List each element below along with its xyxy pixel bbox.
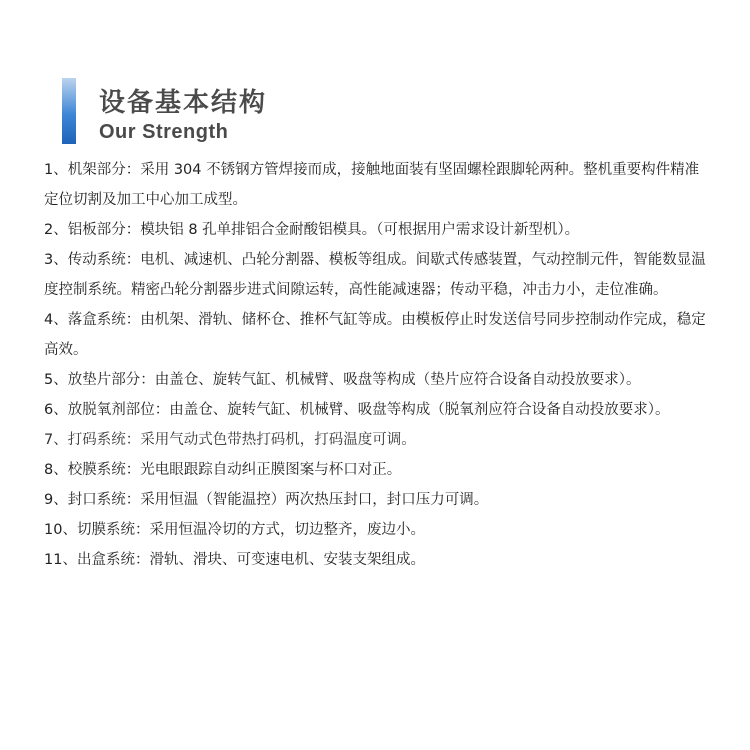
section-header [62, 78, 462, 150]
list-item-coding: 7、打码系统：采用气动式色带热打码机，打码温度可调。 [44, 432, 416, 448]
list-item-transmission: 3、传动系统：电机、减速机、凸轮分割器、模板等组成。间歇式传感装置，气动控制元件，智能数显温度控制系统。精密凸轮分割器步进式间隙运转，高性能减速器；传动平稳，冲击力小，走位准确。 [44, 252, 706, 298]
list-item-film-alignment: 8、校膜系统：光电眼跟踪自动纠正膜图案与杯口对正。 [44, 462, 402, 478]
list-item-sealing: 9、封口系统：采用恒温（智能温控）两次热压封口，封口压力可调。 [44, 492, 489, 508]
list-item-output: 11、出盒系统：滑轨、滑块、可变速电机、安装支架组成。 [44, 552, 425, 568]
list-item-deoxidizer: 6、放脱氧剂部位：由盖仓、旋转气缸、机械臂、吸盘等构成（脱氧剂应符合设备自动投放要求）。 [44, 402, 670, 418]
accent-bar [62, 78, 76, 144]
structure-list [44, 155, 710, 575]
section-subtitle: Our Strength [99, 121, 229, 143]
list-item-gasket: 5、放垫片部分：由盖仓、旋转气缸、机械臂、吸盘等构成（垫片应符合设备自动投放要求）。 [44, 372, 641, 388]
list-item-aluminum-plate: 2、铝板部分：模块铝 8 孔单排铝合金耐酸铝模具。（可根据用户需求设计新型机）。 [44, 222, 580, 238]
list-item-box-drop: 4、落盒系统：由机架、滑轨、储杯仓、推杯气缸等成。由模板停止时发送信号同步控制动作完成，稳定高效。 [44, 312, 706, 358]
list-item-film-cutting: 10、切膜系统：采用恒温冷切的方式，切边整齐，废边小。 [44, 522, 425, 538]
list-item-frame: 1、机架部分：采用 304 不锈钢方管焊接而成，接触地面装有坚固螺栓跟脚轮两种。整机重要构件精准定位切割及加工中心加工成型。 [44, 162, 700, 208]
section-title: 设备基本结构 [99, 88, 268, 118]
